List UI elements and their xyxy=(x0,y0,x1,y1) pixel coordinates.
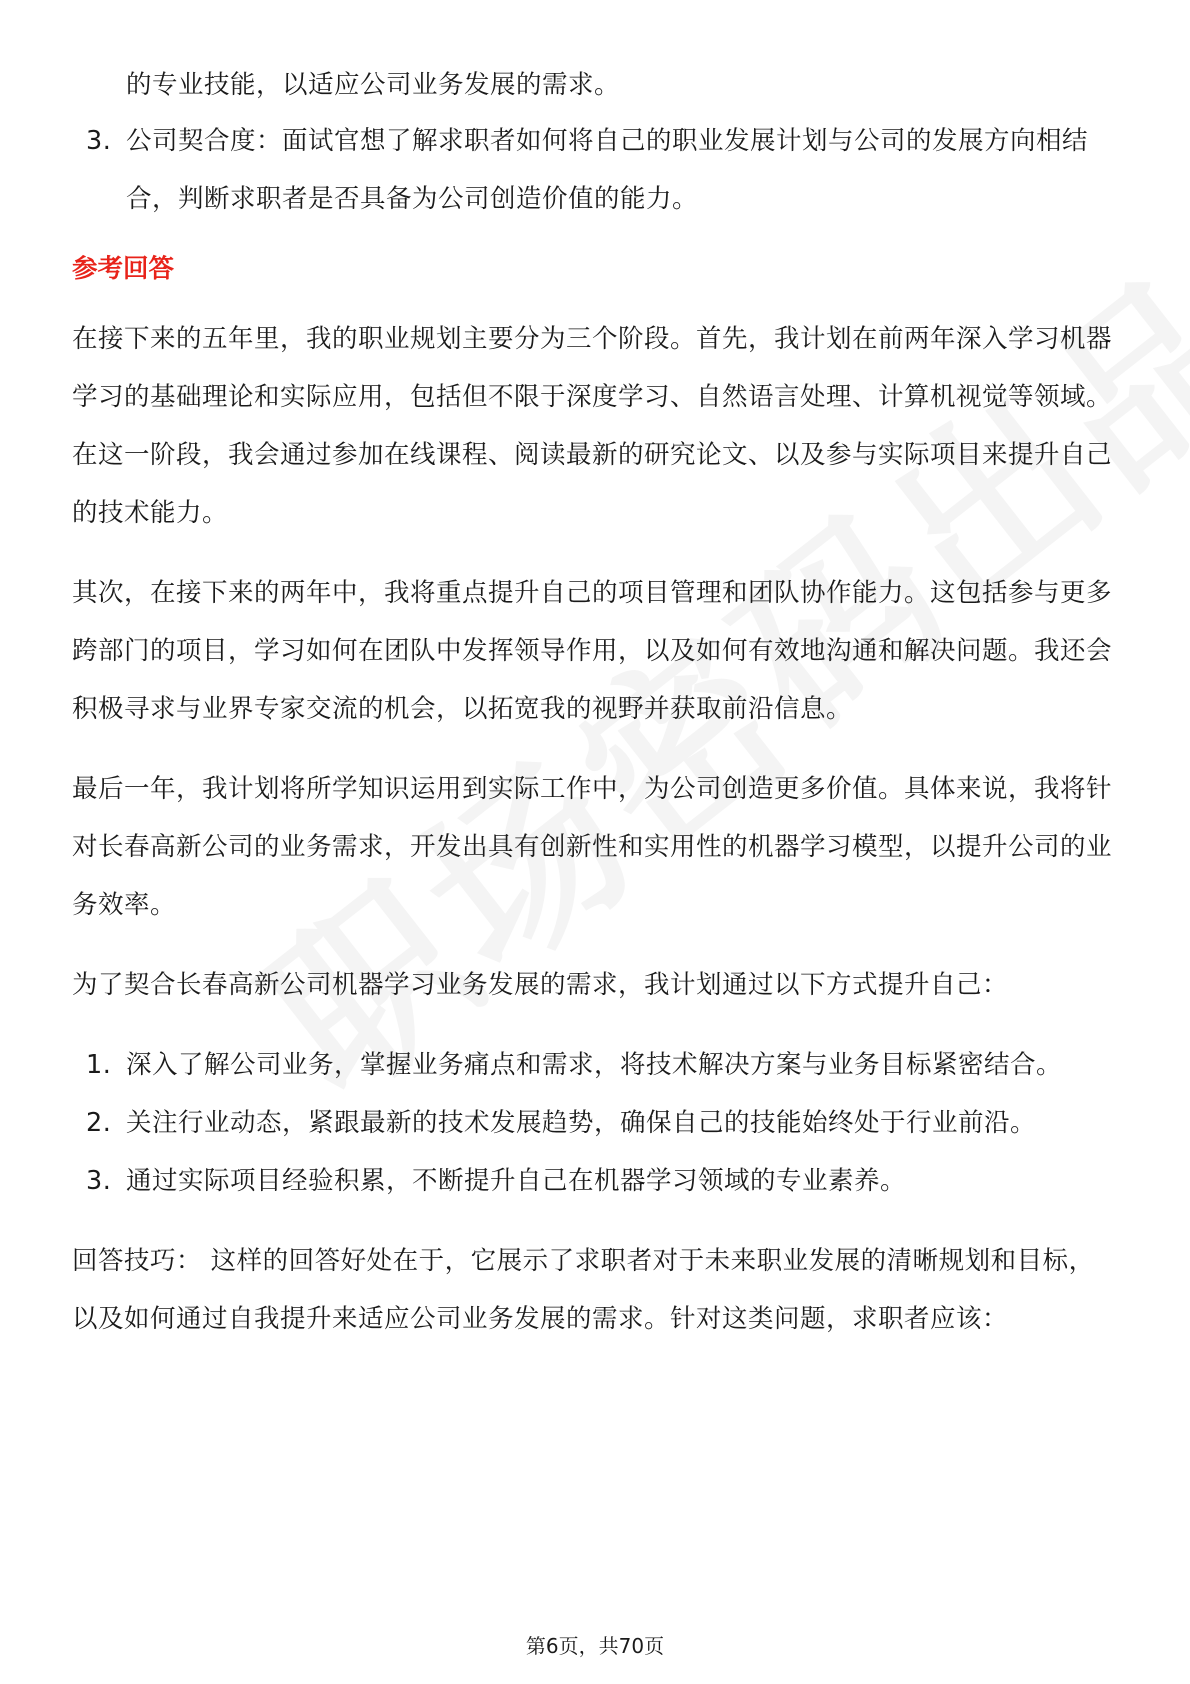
paragraph: 在接下来的五年里，我的职业规划主要分为三个阶段。首先，我计划在前两年深入学习机器学习的基础理论和实际应用，包括但不限于深度学习、自然语言处理、计算机视觉等领域。在这一阶段，我会通过参加在线课程、阅读最新的研究论文、以及参与实际项目来提升自己的技术能力。 xyxy=(72,324,1113,528)
paragraph: 为了契合长春高新公司机器学习业务发展的需求，我计划通过以下方式提升自己： xyxy=(72,970,1009,1000)
intro-list xyxy=(72,56,1118,228)
page-number: 第6页，共70页 xyxy=(525,1634,665,1658)
section-heading: 参考回答 xyxy=(72,254,175,284)
list-item xyxy=(72,112,1118,228)
paragraph: 最后一年，我计划将所学知识运用到实际工作中，为公司创造更多价值。具体来说，我将针对长春高新公司的业务需求，开发出具有创新性和实用性的机器学习模型，以提升公司的业务效率。 xyxy=(72,774,1113,920)
list-number: 3. xyxy=(86,126,112,156)
list-item-text: 通过实际项目经验积累，不断提升自己在机器学习领域的专业素养。 xyxy=(126,1166,907,1196)
list-item xyxy=(72,1152,1118,1210)
page-content xyxy=(72,56,1118,1348)
paragraph: 其次，在接下来的两年中，我将重点提升自己的项目管理和团队协作能力。这包括参与更多跨部门的项目，学习如何在团队中发挥领导作用，以及如何有效地沟通和解决问题。我还会积极寻求与业界专家交流的机会，以拓宽我的视野并获取前沿信息。 xyxy=(72,578,1113,724)
list-number: 3. xyxy=(86,1166,112,1196)
plan-list xyxy=(72,1036,1118,1210)
list-item-text: 的专业技能，以适应公司业务发展的需求。 xyxy=(126,70,621,100)
list-item-text: 关注行业动态，紧跟最新的技术发展趋势，确保自己的技能始终处于行业前沿。 xyxy=(126,1108,1037,1138)
list-number: 2. xyxy=(86,1108,112,1138)
list-item-text: 公司契合度：面试官想了解求职者如何将自己的职业发展计划与公司的发展方向相结合，判断求职者是否具备为公司创造价值的能力。 xyxy=(126,126,1089,214)
list-item xyxy=(72,1036,1118,1094)
list-item-text: 深入了解公司业务，掌握业务痛点和需求，将技术解决方案与业务目标紧密结合。 xyxy=(126,1050,1063,1080)
answer-tips: 回答技巧： 这样的回答好处在于，它展示了求职者对于未来职业发展的清晰规划和目标，以及如何通过自我提升来适应公司业务发展的需求。针对这类问题，求职者应该： xyxy=(72,1246,1095,1334)
list-item xyxy=(72,1094,1118,1152)
list-number: 1. xyxy=(86,1050,112,1080)
list-item xyxy=(72,56,1118,114)
